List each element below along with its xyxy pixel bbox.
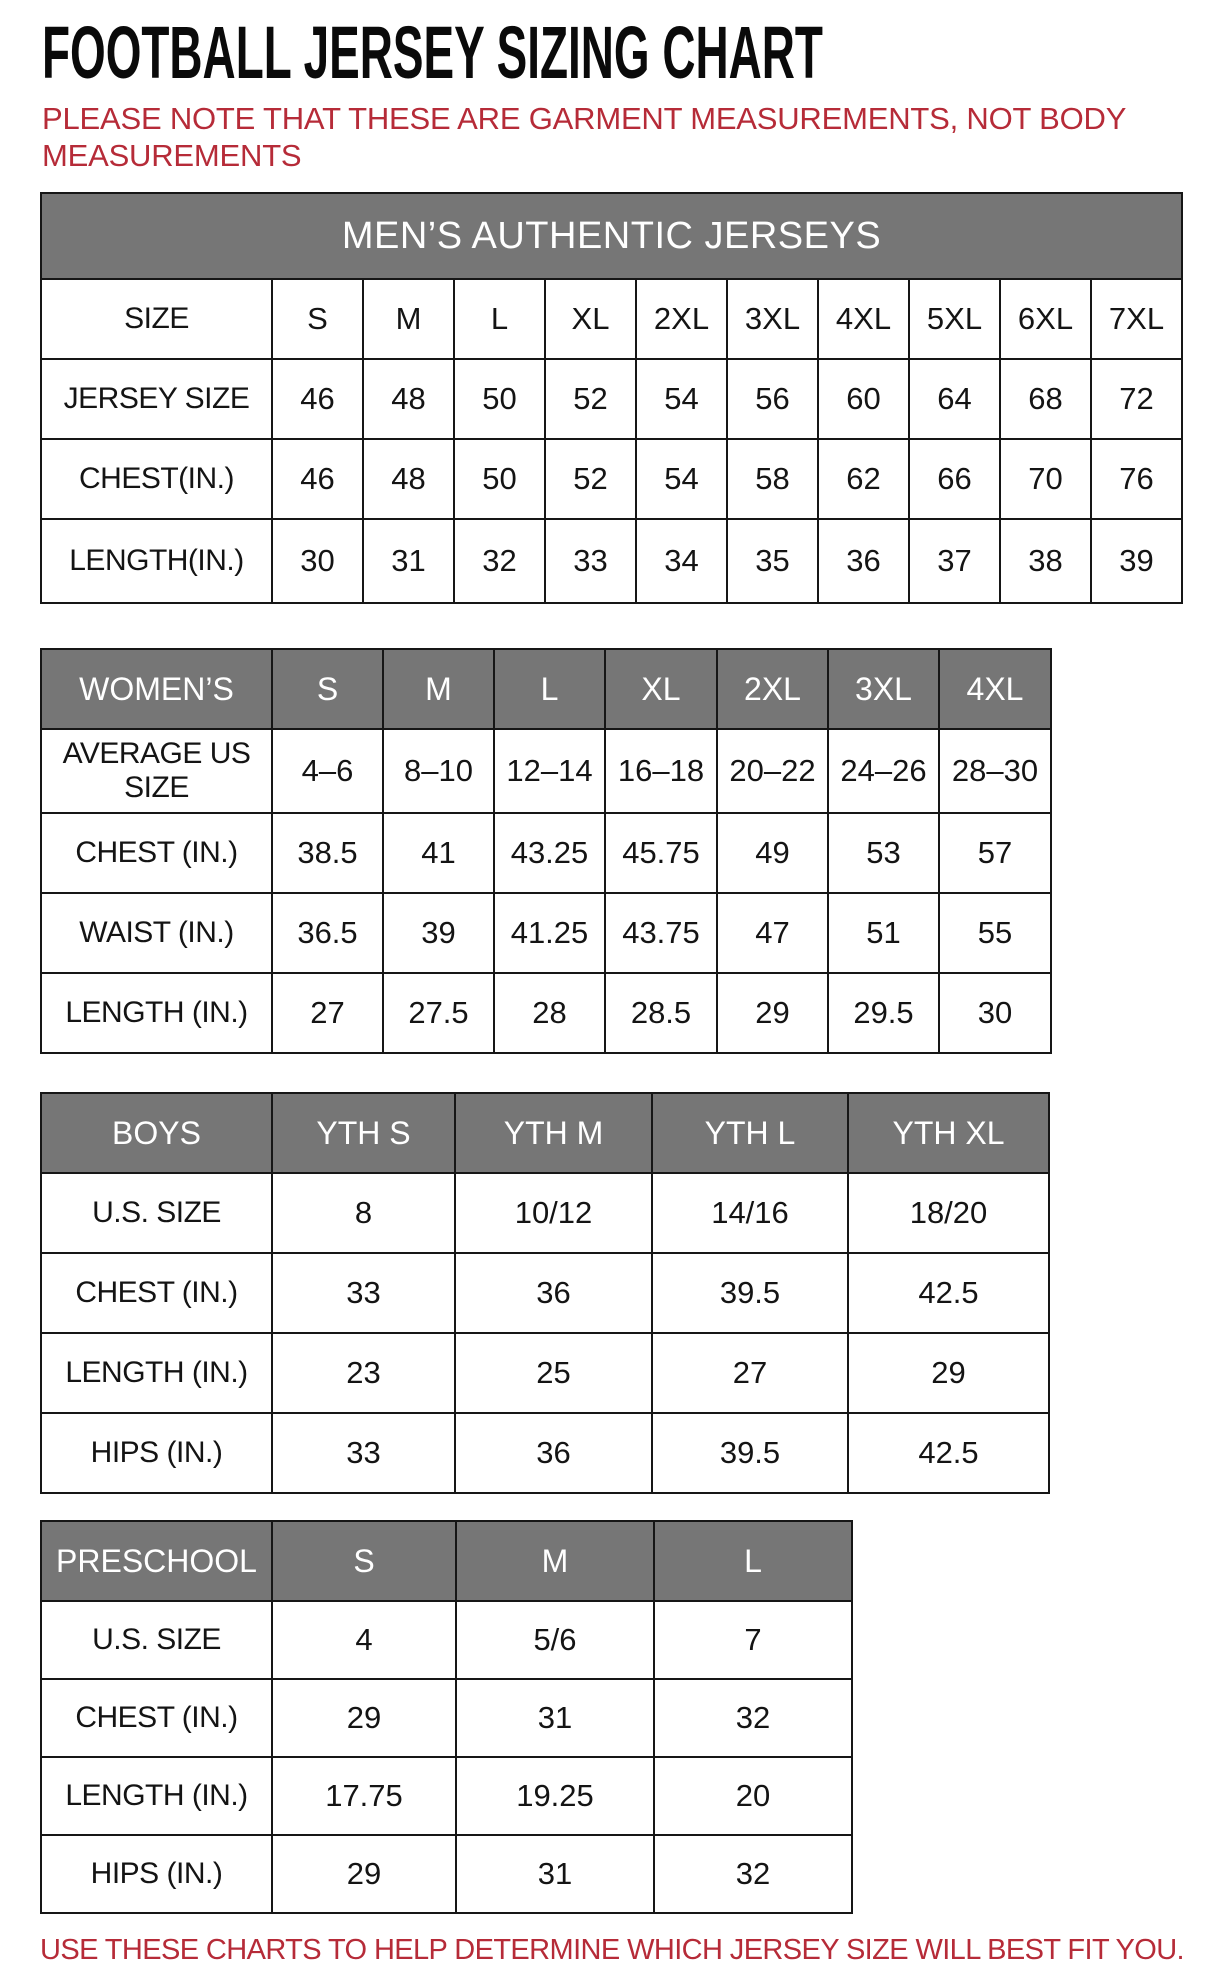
value-cell: 48 xyxy=(363,439,454,519)
value-cell: 54 xyxy=(636,359,727,439)
row-label-cell: LENGTH (IN.) xyxy=(41,1757,272,1835)
size-header-cell: L xyxy=(494,649,605,729)
value-cell: 76 xyxy=(1091,439,1182,519)
boys-sizing-table xyxy=(40,1092,1050,1494)
value-cell: 60 xyxy=(818,359,909,439)
value-cell: 56 xyxy=(727,359,818,439)
value-cell: 27.5 xyxy=(383,973,494,1053)
value-cell: 7XL xyxy=(1091,279,1182,359)
value-cell: 8 xyxy=(272,1173,455,1253)
row-label-cell: CHEST(IN.) xyxy=(41,439,272,519)
value-cell: 6XL xyxy=(1000,279,1091,359)
size-header-cell: 3XL xyxy=(828,649,939,729)
value-cell: 4–6 xyxy=(272,729,383,813)
value-cell: 4XL xyxy=(818,279,909,359)
value-cell: 43.25 xyxy=(494,813,605,893)
value-cell: 16–18 xyxy=(605,729,717,813)
page-title: FOOTBALL JERSEY SIZING CHART xyxy=(42,11,823,94)
size-header-cell: L xyxy=(654,1521,852,1601)
value-cell: 20–22 xyxy=(717,729,828,813)
value-cell: 4 xyxy=(272,1601,456,1679)
value-cell: 46 xyxy=(272,439,363,519)
garment-measurements-note: PLEASE NOTE THAT THESE ARE GARMENT MEASUREMENTS, NOT BODY MEASUREMENTS xyxy=(42,101,1126,173)
value-cell: 42.5 xyxy=(848,1253,1049,1333)
value-cell: 30 xyxy=(272,519,363,603)
table-row xyxy=(41,1413,1049,1493)
value-cell: 36 xyxy=(455,1413,652,1493)
womens-table-header-cell: WOMEN’S xyxy=(41,649,272,729)
size-header-cell: 2XL xyxy=(717,649,828,729)
value-cell: 52 xyxy=(545,359,636,439)
value-cell: 2XL xyxy=(636,279,727,359)
value-cell: 43.75 xyxy=(605,893,717,973)
table-row xyxy=(41,1253,1049,1333)
row-label-cell: SIZE xyxy=(41,279,272,359)
value-cell: 54 xyxy=(636,439,727,519)
value-cell: 46 xyxy=(272,359,363,439)
value-cell: 39 xyxy=(1091,519,1182,603)
mens-sizing-table xyxy=(40,192,1183,604)
value-cell: XL xyxy=(545,279,636,359)
value-cell: 62 xyxy=(818,439,909,519)
value-cell: 39 xyxy=(383,893,494,973)
value-cell: 28 xyxy=(494,973,605,1053)
mens-table-banner: MEN’S AUTHENTIC JERSEYS xyxy=(41,193,1182,279)
value-cell: 29.5 xyxy=(828,973,939,1053)
table-row xyxy=(41,279,1182,359)
value-cell: 32 xyxy=(654,1679,852,1757)
value-cell: 49 xyxy=(717,813,828,893)
value-cell: 34 xyxy=(636,519,727,603)
value-cell: 38 xyxy=(1000,519,1091,603)
value-cell: 50 xyxy=(454,359,545,439)
table-row xyxy=(41,439,1182,519)
table-row xyxy=(41,1679,852,1757)
value-cell: 20 xyxy=(654,1757,852,1835)
table-row xyxy=(41,1601,852,1679)
value-cell: 17.75 xyxy=(272,1757,456,1835)
value-cell: 70 xyxy=(1000,439,1091,519)
value-cell: 68 xyxy=(1000,359,1091,439)
table-row xyxy=(41,359,1182,439)
row-label-cell: U.S. SIZE xyxy=(41,1173,272,1253)
row-label-cell: LENGTH(IN.) xyxy=(41,519,272,603)
value-cell: 31 xyxy=(456,1679,654,1757)
value-cell: 48 xyxy=(363,359,454,439)
value-cell: 10/12 xyxy=(455,1173,652,1253)
row-label-cell: HIPS (IN.) xyxy=(41,1835,272,1913)
womens-sizing-table xyxy=(40,648,1052,1054)
value-cell: 45.75 xyxy=(605,813,717,893)
size-header-cell: YTH M xyxy=(455,1093,652,1173)
value-cell: 24–26 xyxy=(828,729,939,813)
table-row xyxy=(41,729,1051,813)
value-cell: 23 xyxy=(272,1333,455,1413)
value-cell: 18/20 xyxy=(848,1173,1049,1253)
size-header-cell: XL xyxy=(605,649,717,729)
value-cell: 47 xyxy=(717,893,828,973)
value-cell: 14/16 xyxy=(652,1173,848,1253)
value-cell: 50 xyxy=(454,439,545,519)
table-row xyxy=(41,1835,852,1913)
value-cell: 29 xyxy=(272,1835,456,1913)
value-cell: 66 xyxy=(909,439,1000,519)
size-header-cell: YTH XL xyxy=(848,1093,1049,1173)
value-cell: 39.5 xyxy=(652,1413,848,1493)
row-label-cell: CHEST (IN.) xyxy=(41,1679,272,1757)
size-header-cell: M xyxy=(456,1521,654,1601)
value-cell: 72 xyxy=(1091,359,1182,439)
value-cell: 29 xyxy=(272,1679,456,1757)
value-cell: 33 xyxy=(545,519,636,603)
row-label-cell: CHEST (IN.) xyxy=(41,813,272,893)
table-row xyxy=(41,973,1051,1053)
footer-note: USE THESE CHARTS TO HELP DETERMINE WHICH JERSEY SIZE WILL BEST FIT YOU. xyxy=(40,1934,1184,1966)
value-cell: 36.5 xyxy=(272,893,383,973)
value-cell: 53 xyxy=(828,813,939,893)
value-cell: 32 xyxy=(654,1835,852,1913)
table-row xyxy=(41,1333,1049,1413)
value-cell: 31 xyxy=(456,1835,654,1913)
value-cell: 41 xyxy=(383,813,494,893)
value-cell: 38.5 xyxy=(272,813,383,893)
value-cell: 33 xyxy=(272,1413,455,1493)
value-cell: 39.5 xyxy=(652,1253,848,1333)
table-row xyxy=(41,1757,852,1835)
value-cell: 12–14 xyxy=(494,729,605,813)
row-label-cell: U.S. SIZE xyxy=(41,1601,272,1679)
value-cell: 41.25 xyxy=(494,893,605,973)
preschool-table-header-cell: PRESCHOOL xyxy=(41,1521,272,1601)
value-cell: 8–10 xyxy=(383,729,494,813)
value-cell: 58 xyxy=(727,439,818,519)
preschool-sizing-table xyxy=(40,1520,853,1914)
value-cell: 28.5 xyxy=(605,973,717,1053)
row-label-cell: CHEST (IN.) xyxy=(41,1253,272,1333)
table-row xyxy=(41,1521,852,1601)
value-cell: S xyxy=(272,279,363,359)
row-label-cell: LENGTH (IN.) xyxy=(41,973,272,1053)
value-cell: 32 xyxy=(454,519,545,603)
value-cell: 30 xyxy=(939,973,1051,1053)
value-cell: 29 xyxy=(717,973,828,1053)
value-cell: 42.5 xyxy=(848,1413,1049,1493)
value-cell: 55 xyxy=(939,893,1051,973)
value-cell: 37 xyxy=(909,519,1000,603)
table-row xyxy=(41,1093,1049,1173)
row-label-cell: AVERAGE US SIZE xyxy=(41,729,272,813)
value-cell: 36 xyxy=(455,1253,652,1333)
value-cell: L xyxy=(454,279,545,359)
value-cell: 31 xyxy=(363,519,454,603)
table-row xyxy=(41,813,1051,893)
value-cell: 29 xyxy=(848,1333,1049,1413)
value-cell: 27 xyxy=(652,1333,848,1413)
value-cell: 5XL xyxy=(909,279,1000,359)
table-row xyxy=(41,193,1182,279)
table-row xyxy=(41,1173,1049,1253)
table-row xyxy=(41,519,1182,603)
table-row xyxy=(41,893,1051,973)
size-header-cell: YTH L xyxy=(652,1093,848,1173)
value-cell: 64 xyxy=(909,359,1000,439)
value-cell: 3XL xyxy=(727,279,818,359)
size-header-cell: YTH S xyxy=(272,1093,455,1173)
table-row xyxy=(41,649,1051,729)
size-header-cell: S xyxy=(272,1521,456,1601)
size-header-cell: 4XL xyxy=(939,649,1051,729)
value-cell: 51 xyxy=(828,893,939,973)
value-cell: 57 xyxy=(939,813,1051,893)
boys-table-header-cell: BOYS xyxy=(41,1093,272,1173)
value-cell: 7 xyxy=(654,1601,852,1679)
row-label-cell: LENGTH (IN.) xyxy=(41,1333,272,1413)
value-cell: M xyxy=(363,279,454,359)
value-cell: 28–30 xyxy=(939,729,1051,813)
value-cell: 33 xyxy=(272,1253,455,1333)
row-label-cell: HIPS (IN.) xyxy=(41,1413,272,1493)
value-cell: 52 xyxy=(545,439,636,519)
row-label-cell: JERSEY SIZE xyxy=(41,359,272,439)
value-cell: 19.25 xyxy=(456,1757,654,1835)
row-label-cell: WAIST (IN.) xyxy=(41,893,272,973)
value-cell: 25 xyxy=(455,1333,652,1413)
value-cell: 35 xyxy=(727,519,818,603)
value-cell: 36 xyxy=(818,519,909,603)
size-header-cell: S xyxy=(272,649,383,729)
size-header-cell: M xyxy=(383,649,494,729)
value-cell: 5/6 xyxy=(456,1601,654,1679)
value-cell: 27 xyxy=(272,973,383,1053)
